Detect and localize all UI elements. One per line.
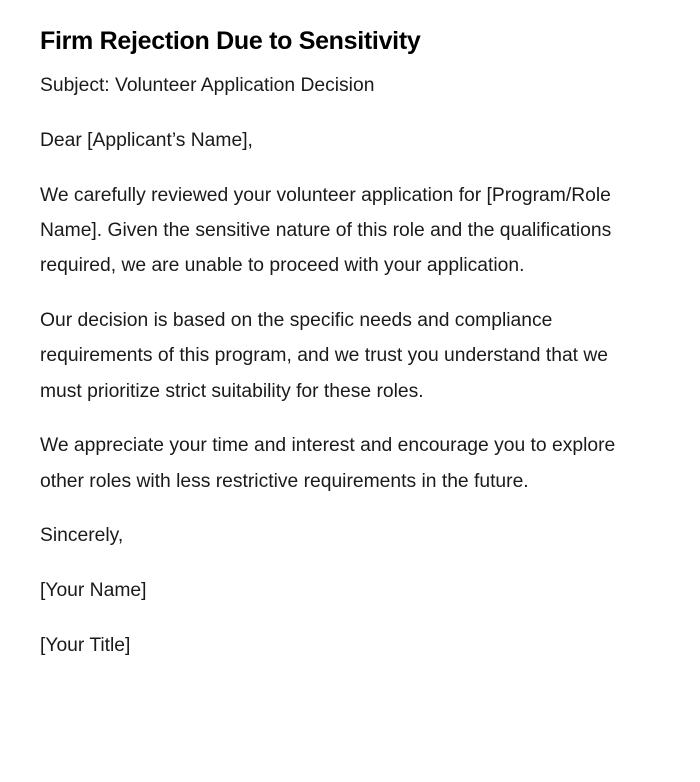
subject-line: Subject: Volunteer Application Decision: [40, 75, 375, 96]
body-paragraph-1: We carefully reviewed your volunteer application for [Program/Role Name]. Given the sensitive nature of this role and the qualifications required, we are unable to proceed with your application.: [40, 184, 612, 277]
signature-name: [Your Name]: [40, 580, 147, 602]
signature-title: [Your Title]: [40, 635, 131, 657]
salutation: Dear [Applicant’s Name],: [40, 129, 253, 151]
document-title: Firm Rejection Due to Sensitivity: [40, 27, 421, 55]
letter-document: [40, 24, 640, 683]
body-paragraph-2: Our decision is based on the specific needs and compliance requirements of this program, and we trust you understand that we must prioritize strict suitability for these roles.: [40, 309, 609, 402]
body-paragraph-3: We appreciate your time and interest and encourage you to explore other roles with less restrictive requirements in the future.: [40, 435, 616, 492]
closing: Sincerely,: [40, 525, 124, 547]
